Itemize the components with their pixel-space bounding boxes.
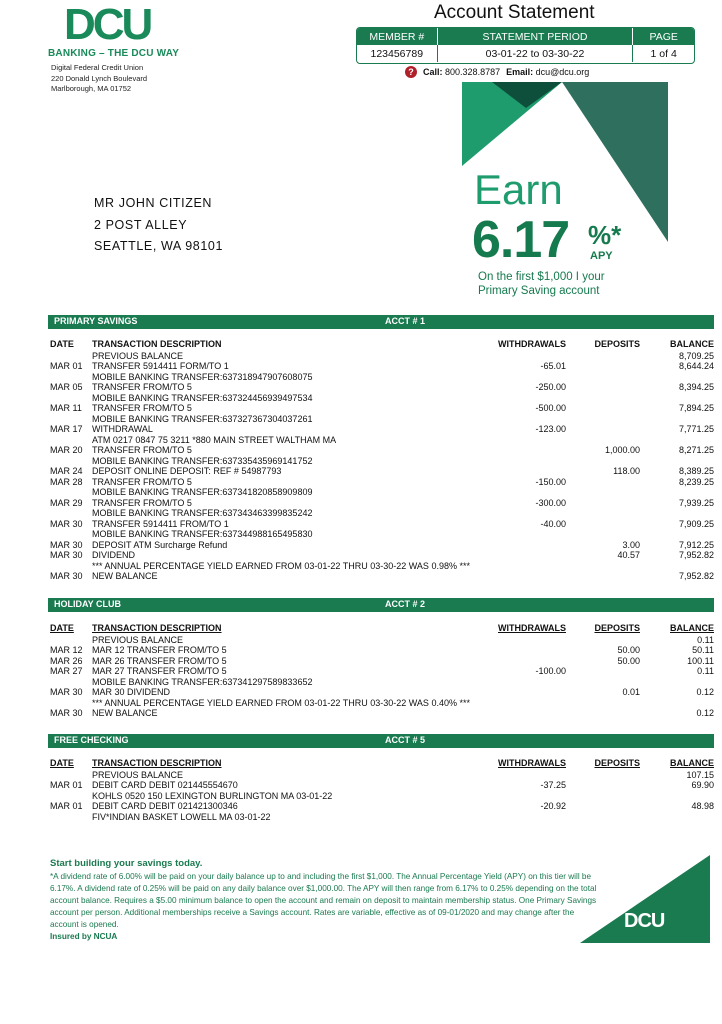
- row-balance: 0.11: [697, 666, 714, 676]
- row-deposit: 50.00: [617, 655, 640, 666]
- table-row: [48, 424, 714, 435]
- customer-address: [94, 193, 223, 258]
- customer-city: SEATTLE, WA 98101: [94, 239, 224, 253]
- table-header-row: [48, 339, 714, 350]
- customer-name: MR JOHN CITIZEN: [94, 196, 213, 210]
- row-balance: 69.90: [691, 780, 714, 790]
- row-description: NEW BALANCE: [92, 571, 158, 581]
- row-date: MAR 30: [50, 539, 83, 550]
- page-value: 1 of 4: [650, 47, 677, 60]
- row-withdrawal: -100.00: [535, 666, 566, 676]
- row-description: MOBILE BANKING TRANSFER:637343463399835242: [92, 508, 313, 518]
- col-date: DATE: [50, 758, 74, 768]
- table-header-row: [48, 623, 714, 634]
- row-withdrawal: -150.00: [535, 476, 566, 487]
- table-row: [48, 519, 714, 530]
- row-balance: 0.12: [696, 687, 714, 697]
- row-date: MAR 28: [50, 476, 83, 487]
- rows: [48, 351, 714, 582]
- transactions-table-free-checking: [48, 758, 714, 822]
- row-balance: 0.11: [697, 634, 714, 645]
- table-row: [48, 687, 714, 698]
- row-balance: 7,939.25: [678, 497, 714, 508]
- row-description: MOBILE BANKING TRANSFER:637324456939497534: [92, 392, 313, 403]
- row-description: MAR 30 DIVIDEND: [92, 687, 171, 697]
- statement-info-value-row: [357, 45, 694, 62]
- row-balance: 8,394.25: [678, 382, 714, 392]
- row-description: TRANSFER 5914411 FROM/TO 1: [92, 518, 229, 529]
- table-row: [48, 403, 714, 414]
- row-balance: 7,771.25: [678, 424, 714, 434]
- table-row: [48, 698, 714, 709]
- row-description: MOBILE BANKING TRANSFER:637344988165495830: [92, 529, 313, 539]
- question-icon: ?: [405, 66, 417, 78]
- section-acct: ACCT # 5: [385, 735, 426, 745]
- table-row: [48, 529, 714, 540]
- table-row: [48, 645, 714, 656]
- row-balance: 48.98: [691, 801, 714, 811]
- table-row: [48, 791, 714, 802]
- table-row: [48, 445, 714, 456]
- row-deposit: 3.00: [622, 539, 640, 550]
- row-date: MAR 01: [50, 801, 83, 811]
- footer-body: *A dividend rate of 6.00% will be paid on your daily balance up to and including the first $1,000. The Annual Percentage Yield (APY) on this tier will be 6.17%. A dividend rate of 0.25% will be paid on any daily balance over $1,000.00. The APY will then range from 6.17% to 0.25% depending on the total account balance. Requires a $5.00 minimum balance to open the account and remain on deposit to maintain membership status. One Primary Savings account per person. Additional memberships receive a Savings account. Rates are variable, effective as of 09-01/2020 and may change after the account is opened.: [50, 872, 597, 929]
- table-row: [48, 414, 714, 425]
- section-name: PRIMARY SAVINGS: [54, 316, 138, 326]
- table-row: [48, 361, 714, 372]
- section-acct: ACCT # 2: [385, 599, 426, 609]
- row-date: MAR 01: [50, 361, 83, 371]
- transactions-table-holiday-club: [48, 623, 714, 719]
- row-date: MAR 30: [50, 518, 83, 529]
- row-description: PREVIOUS BALANCE: [92, 769, 184, 780]
- row-description: TRANSFER FROM/TO 5: [92, 476, 192, 487]
- promo-earn: Earn: [474, 166, 563, 213]
- table-row: [48, 677, 714, 688]
- table-row: [48, 466, 714, 477]
- row-deposit: 1,000.00: [604, 445, 640, 455]
- row-date: MAR 26: [50, 655, 83, 666]
- row-description: MOBILE BANKING TRANSFER:637341820858909809: [92, 487, 313, 497]
- row-date: MAR 20: [50, 445, 83, 455]
- section-name: FREE CHECKING: [54, 735, 129, 745]
- table-row: [48, 812, 714, 823]
- col-deposits: DEPOSITS: [594, 758, 640, 768]
- row-balance: 100.11: [687, 655, 714, 666]
- row-description: TRANSFER FROM/TO 5: [92, 445, 192, 455]
- row-deposit: 50.00: [617, 645, 640, 655]
- row-description: FIV*INDIAN BASKET LOWELL MA 03-01-22: [92, 811, 271, 822]
- section-bar-holiday-club: [48, 598, 714, 612]
- row-description: DEBIT CARD DEBIT 021421300346: [92, 801, 238, 811]
- col-withdrawals: WITHDRAWALS: [498, 623, 566, 633]
- row-withdrawal: -500.00: [535, 403, 566, 413]
- table-row: [48, 666, 714, 677]
- row-withdrawal: -20.92: [540, 801, 566, 811]
- row-balance: 7,912.25: [678, 539, 714, 550]
- row-balance: 7,894.25: [678, 403, 714, 413]
- row-balance: 8,271.25: [678, 445, 714, 455]
- footer-cta: Insured by NCUA: [50, 932, 118, 941]
- row-withdrawal: -250.00: [535, 382, 566, 392]
- bank-address-line: Marlborough, MA 01752: [51, 84, 132, 93]
- row-description: ATM 0217 0847 75 3211 *880 MAIN STREET WALTHAM MA: [92, 434, 337, 445]
- row-description: MAR 12 TRANSFER FROM/TO 5: [92, 645, 227, 655]
- contact-phone[interactable]: Call: 800.328.8787: [423, 67, 501, 77]
- table-row: [48, 571, 714, 582]
- bank-address-line: Digital Federal Credit Union: [51, 63, 144, 72]
- col-date: DATE: [50, 339, 74, 349]
- contact-line: [405, 66, 589, 78]
- statement-info-header-row: [357, 28, 694, 45]
- table-row: [48, 708, 714, 719]
- brand-tagline: BANKING – THE DCU WAY: [48, 48, 180, 59]
- col-description: TRANSACTION DESCRIPTION: [92, 623, 222, 633]
- row-balance: 50.11: [692, 645, 714, 655]
- footer-disclosure: [50, 858, 605, 943]
- dcu-logo: DCU: [64, 0, 151, 49]
- customer-street: 2 POST ALLEY: [94, 217, 188, 232]
- col-balance: BALANCE: [670, 623, 714, 633]
- row-balance: 8,709.25: [678, 350, 714, 361]
- statement-info-table: [356, 27, 695, 64]
- row-description: MOBILE BANKING TRANSFER:637327367304037261: [92, 413, 313, 424]
- row-date: MAR 11: [50, 403, 82, 413]
- row-date: MAR 17: [50, 424, 83, 434]
- section-name: HOLIDAY CLUB: [54, 599, 122, 609]
- member-number-value: 123456789: [357, 45, 438, 62]
- row-deposit: 118.00: [613, 466, 640, 476]
- row-date: MAR 01: [50, 780, 83, 790]
- row-date: MAR 30: [50, 550, 83, 560]
- table-row: [48, 540, 714, 551]
- table-row: [48, 801, 714, 812]
- row-date: MAR 12: [50, 645, 83, 655]
- row-description: TRANSFER FROM/TO 5: [92, 497, 192, 508]
- table-row: [48, 435, 714, 446]
- section-acct: ACCT # 1: [385, 316, 426, 326]
- section-bar-free-checking: [48, 734, 714, 748]
- row-description: MAR 27 TRANSFER FROM/TO 5: [92, 666, 227, 676]
- col-description: TRANSACTION DESCRIPTION: [92, 339, 222, 349]
- row-date: MAR 05: [50, 382, 83, 392]
- promo-rate: 6.17: [472, 211, 570, 269]
- row-balance: 107.15: [686, 769, 714, 780]
- row-description: TRANSFER FROM/TO 5: [92, 382, 192, 392]
- row-balance: 7,952.82: [678, 550, 714, 560]
- row-description: MOBILE BANKING TRANSFER:637318947907608075: [92, 371, 313, 382]
- promo-triangle-dark: [562, 82, 668, 242]
- row-description: NEW BALANCE: [92, 708, 158, 718]
- col-withdrawals: WITHDRAWALS: [498, 339, 566, 349]
- col-date: DATE: [50, 623, 74, 633]
- row-description: DEPOSIT ATM Surcharge Refund: [92, 539, 228, 550]
- bank-address: [51, 63, 147, 95]
- row-withdrawal: -40.00: [540, 518, 566, 529]
- table-row: [48, 393, 714, 404]
- row-deposit: 40.57: [617, 550, 640, 560]
- table-row: [48, 477, 714, 488]
- table-row: [48, 372, 714, 383]
- promo-rate-suffix: %*: [588, 220, 622, 250]
- row-description: WITHDRAWAL: [92, 424, 153, 434]
- row-date: MAR 30: [50, 687, 83, 697]
- table-row: [48, 550, 714, 561]
- bank-address-line: 220 Donald Lynch Boulevard: [51, 73, 148, 83]
- row-description: *** ANNUAL PERCENTAGE YIELD EARNED FROM 03-01-22 THRU 03-30-22 WAS 0.40% ***: [92, 697, 470, 708]
- row-description: PREVIOUS BALANCE: [92, 634, 184, 645]
- row-description: DIVIDEND: [92, 550, 136, 560]
- col-deposits: DEPOSITS: [594, 339, 640, 349]
- row-description: PREVIOUS BALANCE: [92, 350, 184, 361]
- row-date: MAR 27: [50, 666, 83, 676]
- table-row: [48, 508, 714, 519]
- table-row: [48, 382, 714, 393]
- row-balance: 7,909.25: [678, 518, 714, 529]
- table-header-row: [48, 758, 714, 769]
- row-balance: 0.12: [696, 708, 714, 718]
- col-balance: BALANCE: [670, 758, 714, 768]
- member-number-header: MEMBER #: [357, 28, 438, 45]
- transactions-table-primary-savings: [48, 339, 714, 582]
- table-row: [48, 456, 714, 467]
- row-balance: 8,644.24: [678, 361, 714, 371]
- footer-title: Start building your savings today.: [50, 858, 203, 869]
- row-description: DEPOSIT ONLINE DEPOSIT: REF # 54987793: [92, 466, 282, 476]
- row-description: TRANSFER 5914411 FORM/TO 1: [92, 361, 229, 371]
- col-withdrawals: WITHDRAWALS: [498, 758, 566, 768]
- table-row: [48, 770, 714, 781]
- promo-apy: APY: [590, 250, 613, 262]
- statement-period-value: 03-01-22 to 03-30-22: [438, 45, 634, 62]
- table-row: [48, 656, 714, 667]
- row-description: TRANSFER FROM/TO 5: [92, 403, 192, 413]
- rows: [48, 770, 714, 823]
- row-date: MAR 24: [50, 466, 83, 476]
- table-row: [48, 498, 714, 509]
- page-header: PAGE: [649, 30, 678, 43]
- row-description: MOBILE BANKING TRANSFER:637341297589833652: [92, 676, 313, 687]
- rows: [48, 635, 714, 719]
- contact-email[interactable]: Email: dcu@dcu.org: [506, 67, 590, 77]
- section-bar-primary-savings: [48, 315, 714, 329]
- row-date: MAR 30: [50, 708, 83, 718]
- row-balance: 8,239.25: [678, 476, 714, 487]
- col-balance: BALANCE: [670, 339, 714, 349]
- footer-logo: DCU: [624, 910, 665, 932]
- promo-subtitle: On the first $1,000 I your Primary Saving account: [478, 271, 605, 297]
- table-row: [48, 780, 714, 791]
- row-date: MAR 29: [50, 497, 83, 508]
- table-row: [48, 561, 714, 572]
- row-withdrawal: -123.00: [535, 424, 566, 434]
- row-withdrawal: -37.25: [540, 780, 566, 790]
- statement-period-header: STATEMENT PERIOD: [438, 28, 634, 45]
- row-withdrawal: -300.00: [535, 497, 566, 508]
- col-deposits: DEPOSITS: [594, 623, 640, 633]
- row-withdrawal: -65.01: [540, 361, 566, 371]
- table-row: [48, 635, 714, 646]
- row-description: MOBILE BANKING TRANSFER:637335435969141752: [92, 455, 313, 466]
- table-row: [48, 351, 714, 362]
- row-description: MAR 26 TRANSFER FROM/TO 5: [92, 655, 227, 666]
- row-balance: 7,952.82: [678, 571, 714, 581]
- table-row: [48, 487, 714, 498]
- row-date: MAR 30: [50, 571, 83, 581]
- row-description: KOHLS 0520 150 LEXINGTON BURLINGTON MA 03-01-22: [92, 790, 333, 801]
- row-deposit: 0.01: [622, 687, 640, 697]
- row-balance: 8,389.25: [678, 466, 714, 476]
- row-description: *** ANNUAL PERCENTAGE YIELD EARNED FROM 03-01-22 THRU 03-30-22 WAS 0.98% ***: [92, 560, 470, 571]
- col-description: TRANSACTION DESCRIPTION: [92, 758, 222, 768]
- statement-title: Account Statement: [434, 2, 595, 23]
- row-description: DEBIT CARD DEBIT 021445554670: [92, 780, 238, 790]
